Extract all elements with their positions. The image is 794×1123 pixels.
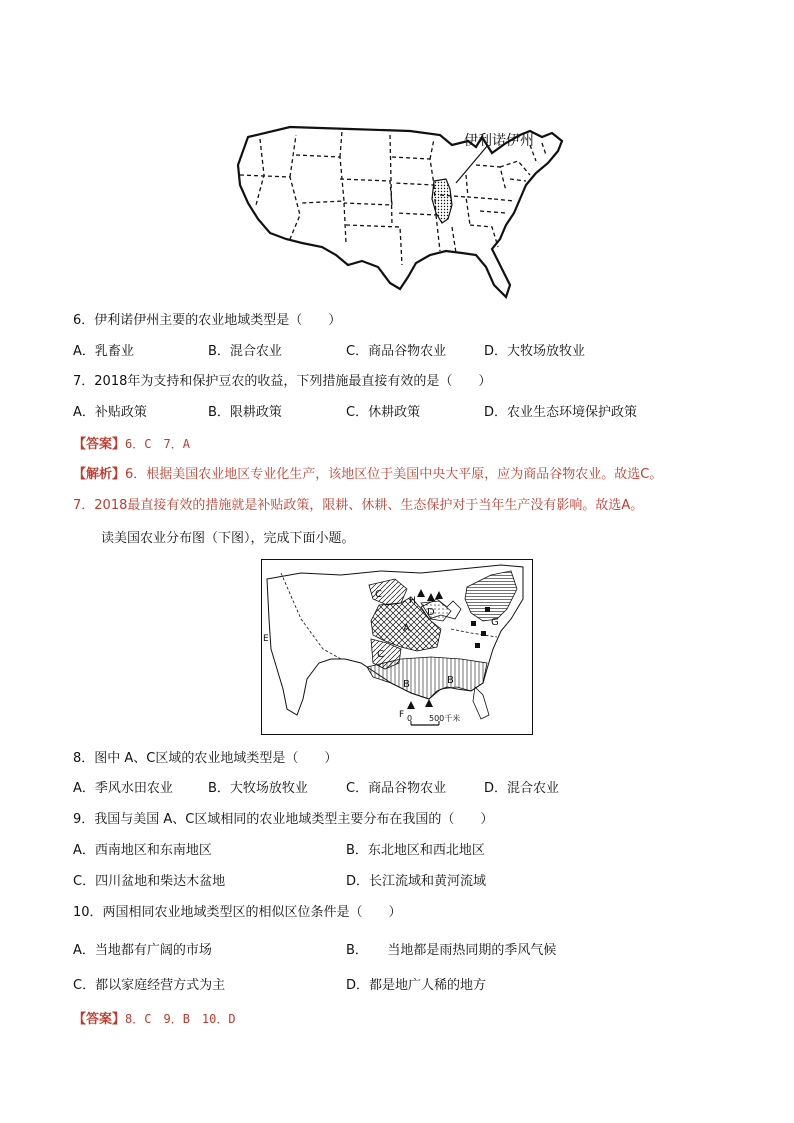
- q7-option-b: B．限耕政策: [208, 405, 282, 420]
- usa-states-map: [230, 115, 570, 305]
- label-f: F: [399, 710, 405, 720]
- illinois-region: [432, 179, 452, 223]
- square-marker: [475, 643, 480, 648]
- usa-agriculture-map: [261, 559, 533, 735]
- q8-option-d: D．混合农业: [484, 781, 560, 796]
- q10-question: 10．两国相同农业地域类型区的相似区位条件是（ ）: [73, 905, 402, 920]
- label-a: A: [403, 623, 410, 634]
- q7-option-a: A．补贴政策: [73, 405, 147, 420]
- q9-option-d: D．长江流域和黄河流域: [346, 874, 487, 889]
- q9-option-c: C．四川盆地和柴达木盆地: [73, 874, 226, 889]
- q6-question: 6．伊利诺伊州主要的农业地域类型是（ ）: [73, 313, 342, 328]
- q9-option-a: A．西南地区和东南地区: [73, 843, 212, 858]
- answer-text: 8．C 9．B 10．D: [125, 1012, 236, 1026]
- q7-option-c: C．休耕政策: [346, 405, 421, 420]
- square-marker: [485, 607, 490, 612]
- callout-leader: [456, 145, 488, 183]
- label-b-right: B: [447, 675, 454, 686]
- q6-option-c: C．商品谷物农业: [346, 344, 447, 359]
- q8-option-b: B．大牧场放牧业: [208, 781, 308, 796]
- analysis-line-2: 7．2018最直接有效的措施就是补贴政策，限耕、休耕、生态保护对于当年生产没有影响。故选A。: [73, 498, 644, 513]
- label-h: H: [409, 596, 416, 606]
- q8-question: 8．图中 A、C区域的农业地域类型是（ ）: [73, 751, 338, 766]
- answer-block-1: [73, 435, 190, 454]
- square-marker: [481, 631, 486, 636]
- label-c-south: C: [377, 649, 384, 660]
- illinois-callout: 伊利诺伊州: [464, 133, 534, 149]
- q6-option-d: D．大牧场放牧业: [484, 344, 586, 359]
- q10-option-b: B． 当地都是雨热同期的季风气候: [346, 943, 557, 958]
- answer-label: 【答案】: [73, 1012, 126, 1027]
- usa-outline: [238, 127, 562, 297]
- map-intro: 读美国农业分布图（下图），完成下面小题。: [101, 531, 355, 546]
- q8-option-a: A．季风水田农业: [73, 781, 173, 796]
- analysis-line-1: [73, 466, 662, 484]
- q10-option-c: C．都以家庭经营方式为主: [73, 978, 226, 993]
- label-g: G: [491, 617, 499, 628]
- scale-label: 500千米: [429, 714, 461, 723]
- q8-option-c: C．商品谷物农业: [346, 781, 447, 796]
- answer-label: 【答案】: [73, 437, 126, 452]
- q6-option-a: A．乳畜业: [73, 344, 134, 359]
- square-marker: [471, 621, 476, 626]
- analysis-label: 【解析】: [73, 467, 126, 482]
- answer-text: 6．C 7．A: [125, 437, 190, 451]
- label-c-north: C: [375, 589, 382, 600]
- q6-option-b: B．混合农业: [208, 344, 282, 359]
- q9-question: 9．我国与美国 A、C区域相同的农业地域类型主要分布在我国的（ ）: [73, 812, 494, 827]
- label-b-left: B: [403, 679, 410, 690]
- state-borders: [240, 131, 546, 265]
- answer-block-2: [73, 1010, 236, 1029]
- q9-option-b: B．东北地区和西北地区: [346, 843, 485, 858]
- q10-option-a: A．当地都有广阔的市场: [73, 943, 212, 958]
- q7-option-d: D．农业生态环境保护政策: [484, 405, 638, 420]
- q10-option-d: D．都是地广人稀的地方: [346, 978, 487, 993]
- label-d: D: [427, 607, 435, 618]
- q7-question: 7．2018年为支持和保护豆农的收益，下列措施最直接有效的是（ ）: [73, 374, 492, 389]
- analysis-text-6: 6．根据美国农业地区专业化生产，该地区位于美国中央大平原，应为商品谷物农业。故选C。: [125, 467, 663, 482]
- label-e: E: [263, 634, 269, 644]
- scale-zero: 0: [407, 714, 413, 723]
